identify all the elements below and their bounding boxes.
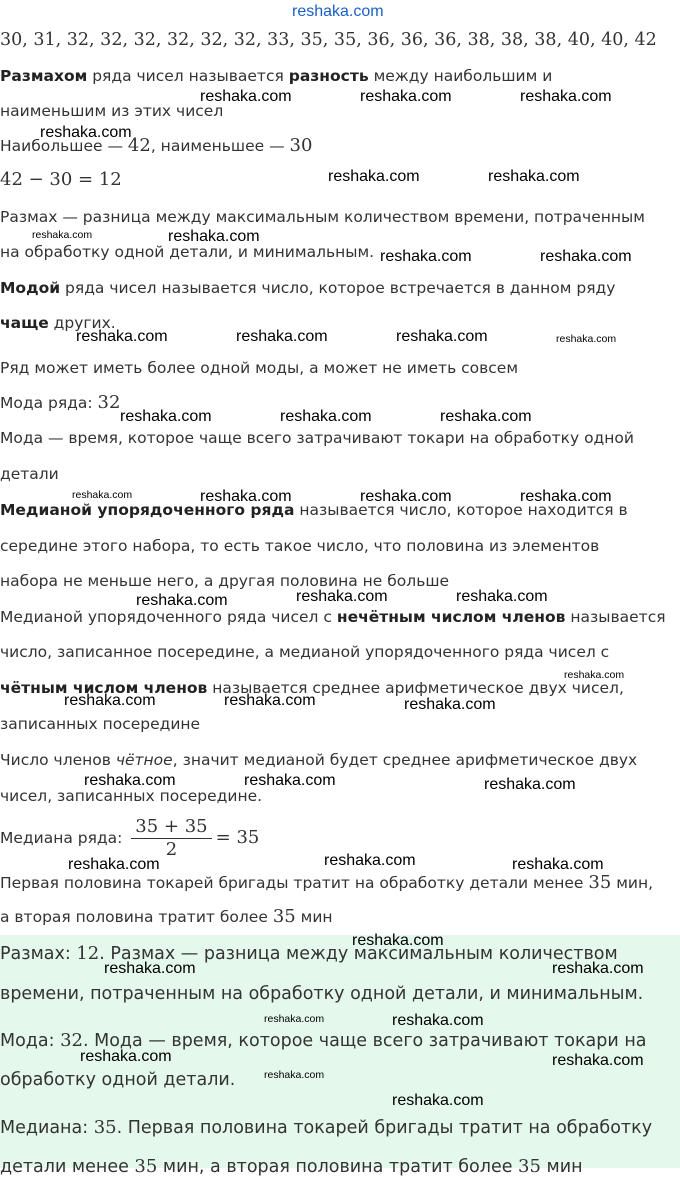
mode-meaning-line1: Мода — время, которое чаще всего затрачивают токари на обработку одной [0, 429, 634, 447]
mode-definition-text-2: других. [48, 314, 116, 332]
range-definition-text: ряда чисел называется [87, 67, 289, 85]
median-definition-line3: набора не меньше него, а другая половина не больше [0, 572, 450, 590]
watermark: reshaka.com [200, 88, 292, 105]
median-label: Медиана ряда: [0, 829, 128, 847]
range-term: Размахом [0, 67, 88, 85]
watermark: reshaka.com [200, 488, 292, 505]
answer-median-value-2: 35 [134, 1156, 158, 1177]
answer-median-text-2: детали менее [0, 1157, 135, 1177]
answer-median-value: 35 [93, 1117, 117, 1138]
watermark: reshaka.com [392, 1092, 484, 1109]
watermark: reshaka.com [352, 932, 444, 949]
median-meaning-line1 [0, 873, 653, 893]
median-meaning-value-2: 35 [272, 906, 296, 927]
watermark: reshaka.com [32, 229, 93, 241]
range-definition-line1 [0, 66, 552, 86]
watermark: reshaka.com [72, 489, 133, 501]
page-header-watermark: reshaka.com [292, 3, 384, 20]
median-term: Медианой упорядоченного ряда [0, 501, 295, 519]
median-odd-even-line4: записанных посередине [0, 715, 201, 733]
median-odd-even-line2: число, записанное посередине, а медианой упорядоченного ряда чисел с [0, 643, 610, 661]
mode-value: 32 [97, 392, 121, 413]
watermark: reshaka.com [168, 228, 260, 245]
watermark: reshaka.com [264, 1069, 325, 1081]
watermark: reshaka.com [564, 669, 625, 681]
answer-median-line2 [0, 1157, 583, 1177]
answer-median-text-3: мин, а вторая половина тратит более [157, 1157, 519, 1177]
min-value: 30 [289, 135, 313, 156]
median-calculation [0, 816, 259, 861]
answer-range-line2: времени, потраченным на обработку одной детали, и минимальным. [0, 984, 644, 1004]
number-sequence: 30, 31, 32, 32, 32, 32, 32, 32, 33, 35, 35, 36, 36, 36, 38, 38, 38, 40, 40, 42 [0, 30, 657, 50]
range-meaning-line1: Размах — разница между максимальным количеством времени, потраченным [0, 208, 645, 226]
median-definition-line2: середине этого набора, то есть такое число, что половина из элементов [0, 537, 600, 555]
watermark: reshaka.com [80, 1048, 172, 1065]
watermark: reshaka.com [552, 960, 644, 977]
answer-median-line1 [0, 1118, 652, 1138]
watermark: reshaka.com [552, 1052, 644, 1069]
median-definition-text: называется число, которое находится в [294, 501, 628, 519]
range-definition-text-2: между наибольшим и [368, 67, 553, 85]
median-odd-text: Медианой упорядоченного ряда чисел с [0, 608, 337, 626]
median-even-text: называется среднее арифметическое двух чисел, [207, 679, 624, 697]
max-label: Наибольшее — [0, 137, 128, 155]
min-label: , наименьшее — [150, 137, 290, 155]
mode-note: Ряд может иметь более одной моды, а может не иметь совсем [0, 359, 519, 377]
answer-median-text-4: мин [540, 1157, 583, 1177]
median-odd-text-2: называется [565, 608, 666, 626]
answer-range-line1 [0, 944, 618, 964]
watermark: reshaka.com [392, 1012, 484, 1029]
median-fraction [131, 816, 211, 861]
watermark: reshaka.com [68, 856, 160, 873]
watermark: reshaka.com [520, 88, 612, 105]
max-value: 42 [127, 135, 151, 156]
watermark: reshaka.com [244, 772, 336, 789]
watermark: reshaka.com [380, 248, 472, 265]
watermark: reshaka.com [556, 333, 617, 345]
watermark: reshaka.com [104, 960, 196, 977]
answer-range-value: 12 [76, 943, 100, 964]
watermark: reshaka.com [76, 328, 168, 345]
watermark: reshaka.com [456, 588, 548, 605]
difference-term: разность [288, 67, 369, 85]
watermark: reshaka.com [360, 88, 452, 105]
mode-value-line [0, 393, 120, 413]
watermark: reshaka.com [40, 124, 132, 141]
watermark: reshaka.com [404, 696, 496, 713]
watermark: reshaka.com [520, 488, 612, 505]
watermark: reshaka.com [396, 328, 488, 345]
answer-range-label: Размах: [0, 944, 77, 964]
median-meaning-text-4: мин [295, 908, 333, 926]
watermark: reshaka.com [440, 408, 532, 425]
watermark: reshaka.com [136, 592, 228, 609]
watermark: reshaka.com [84, 772, 176, 789]
watermark: reshaka.com [540, 248, 632, 265]
median-even-suffix: , значит медианой будет среднее арифметическое двух [172, 751, 638, 769]
answer-range-text: . Размах — разница между максимальным количеством [99, 944, 618, 964]
watermark: reshaka.com [324, 852, 416, 869]
watermark: reshaka.com [236, 328, 328, 345]
median-even-prefix: Число членов [0, 751, 116, 769]
watermark: reshaka.com [484, 776, 576, 793]
answer-mode-text: . Мода — время, которое чаще всего затрачивают токари на [83, 1031, 647, 1051]
median-even-line2: чисел, записанных посередине. [0, 787, 263, 805]
even-word: чётное [115, 751, 173, 769]
median-meaning-line2 [0, 907, 333, 927]
answer-median-text: . Первая половина токарей бригады тратит на обработку [116, 1118, 653, 1138]
mode-definition-text: ряда чисел называется число, которое встречается в данном ряду [60, 279, 616, 297]
watermark: reshaka.com [488, 168, 580, 185]
median-even-line1 [0, 750, 637, 770]
median-odd-even-line1 [0, 607, 666, 627]
range-definition-line2: наименьшим из этих чисел [0, 102, 224, 120]
median-denominator: 2 [165, 839, 178, 860]
watermark: reshaka.com [224, 692, 316, 709]
mode-definition-line1 [0, 278, 615, 298]
answer-mode-value: 32 [60, 1030, 83, 1051]
watermark: reshaka.com [120, 408, 212, 425]
range-calculation: 42 − 30 = 12 [0, 169, 122, 190]
answer-mode-label: Мода: [0, 1031, 61, 1051]
watermark: reshaka.com [512, 856, 604, 873]
watermark: reshaka.com [296, 588, 388, 605]
range-meaning-line2: на обработку одной детали, и минимальным. [0, 243, 375, 261]
mode-meaning-line2: детали [0, 465, 59, 483]
median-meaning-text-3: а вторая половина тратит более [0, 908, 273, 926]
median-meaning-value: 35 [588, 872, 612, 893]
answer-mode-line2: обработку одной детали. [0, 1070, 236, 1090]
mode-label: Мода ряда: [0, 394, 98, 412]
watermark: reshaka.com [328, 168, 420, 185]
answer-median-label: Медиана: [0, 1118, 94, 1138]
watermark: reshaka.com [264, 1013, 325, 1025]
median-meaning-text-2: мин, [611, 874, 654, 892]
watermark: reshaka.com [64, 692, 156, 709]
answer-median-value-3: 35 [518, 1156, 541, 1177]
watermark: reshaka.com [360, 488, 452, 505]
watermark: reshaka.com [280, 408, 372, 425]
mode-term: Модой [0, 279, 61, 297]
odd-count-term: нечётным числом членов [336, 608, 566, 626]
even-count-term: чётным числом членов [0, 679, 208, 697]
often-term: чаще [0, 314, 49, 332]
median-result: = 35 [215, 827, 260, 848]
median-meaning-text: Первая половина токарей бригады тратит на обработку детали менее [0, 874, 589, 892]
median-numerator: 35 + 35 [131, 816, 211, 839]
